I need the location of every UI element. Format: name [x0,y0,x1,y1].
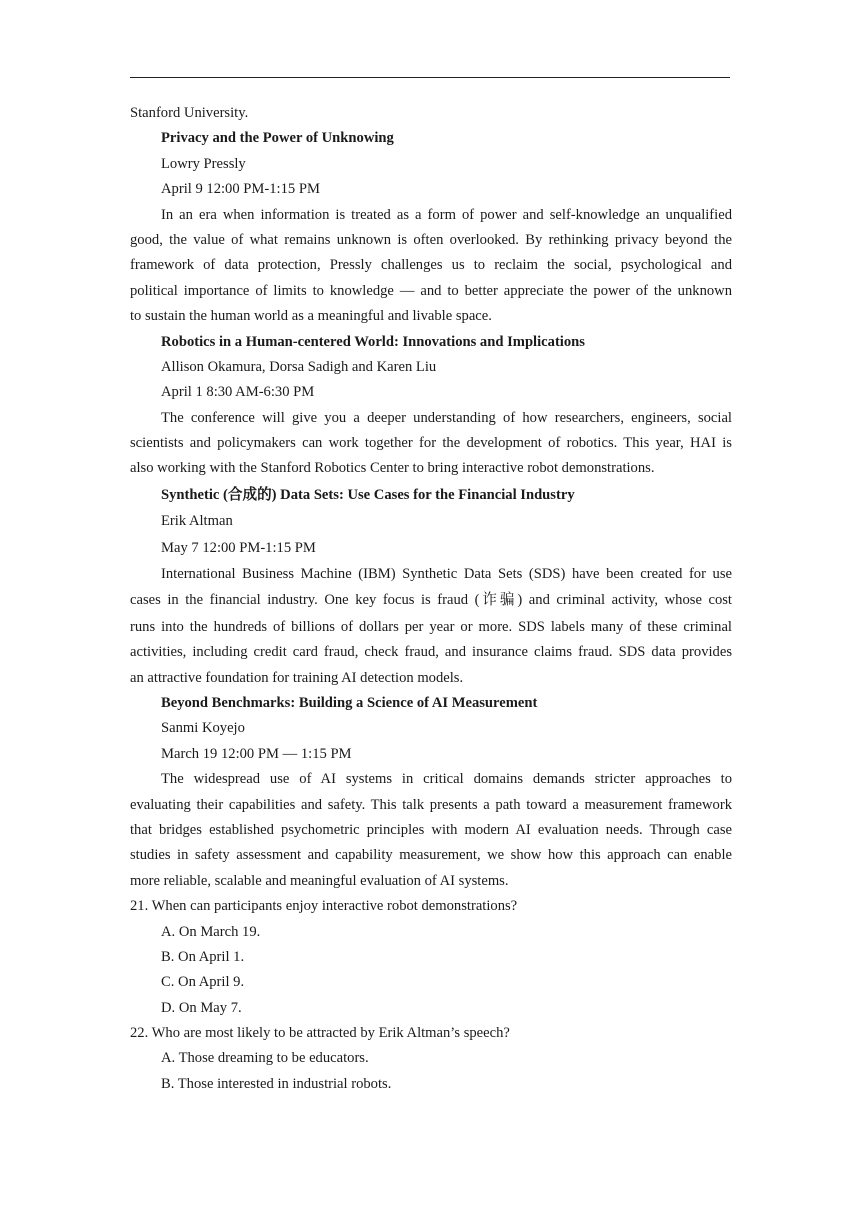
event-description-line: political importance of limits to knowledge — and to better appreciate the power of the unknown [130,282,732,299]
event-title: Privacy and the Power of Unknowing [161,130,394,147]
event-description-line: an attractive foundation for training AI detection models. [130,669,464,686]
event-description-line: scientists and policymakers can work together for the development of robotics. This year, HAI is [130,435,732,452]
answer-option[interactable]: A. On March 19. [161,923,261,940]
event-privacy [130,126,732,329]
event-description-line: The conference will give you a deeper understanding of how researchers, engineers, social [161,409,732,426]
event-synthetic-data [130,483,732,691]
answer-option[interactable]: D. On May 7. [161,999,242,1016]
event-title: Beyond Benchmarks: Building a Science of AI Measurement [161,694,538,711]
event-description-line: also working with the Stanford Robotics Center to bring interactive robot demonstrations. [130,460,655,477]
event-time: May 7 12:00 PM-1:15 PM [161,539,316,556]
event-description-line: good, the value of what remains unknown is often overlooked. By rethinking privacy beyond the [130,231,732,248]
header-rule [130,77,730,78]
event-speaker: Lowry Pressly [161,155,246,172]
event-title: Synthetic (合成的) Data Sets: Use Cases for the Financial Industry [161,486,575,503]
event-title: Robotics in a Human-centered World: Innovations and Implications [161,333,585,350]
event-description-line: framework of data protection, Pressly challenges us to reclaim the social, psychological and [130,257,732,274]
event-time: March 19 12:00 PM — 1:15 PM [161,745,352,762]
answer-option[interactable]: B. Those interested in industrial robots. [161,1075,392,1092]
event-description-line: evaluating their capabilities and safety. This talk presents a path toward a measurement framework [130,796,732,813]
event-description-line: runs into the hundreds of billions of dollars per year or more. SDS labels many of these criminal [130,618,732,635]
event-speaker: Sanmi Koyejo [161,720,245,737]
question-22 [130,1021,732,1097]
event-description-line: studies in safety assessment and capability measurement, we show how this approach can enable [130,847,732,864]
question-stem: 22. Who are most likely to be attracted by Erik Altman’s speech? [130,1025,510,1042]
event-benchmarks [130,691,732,894]
event-time: April 9 12:00 PM-1:15 PM [161,181,320,198]
answer-option[interactable]: C. On April 9. [161,974,245,991]
event-description-line: International Business Machine (IBM) Synthetic Data Sets (SDS) have been created for use [161,566,732,583]
question-stem: 21. When can participants enjoy interactive robot demonstrations? [130,898,518,915]
event-description-line: more reliable, scalable and meaningful evaluation of AI systems. [130,872,509,889]
event-speaker: Erik Altman [161,513,233,530]
event-description-line: cases in the financial industry. One key focus is fraud (诈骗) and criminal activity, whose cost [130,592,732,609]
event-description-line: The widespread use of AI systems in critical domains demands stricter approaches to [161,771,732,788]
event-description-line: activities, including credit card fraud, check fraud, and insurance claims fraud. SDS data provides [130,644,732,661]
answer-option[interactable]: B. On April 1. [161,948,245,965]
question-21 [130,894,732,1021]
document-body [130,101,732,1097]
event-time: April 1 8:30 AM-6:30 PM [161,384,315,401]
event-description-line: In an era when information is treated as a form of power and self-knowledge an unqualified [161,206,732,223]
answer-option[interactable]: A. Those dreaming to be educators. [161,1050,369,1067]
event-speaker: Allison Okamura, Dorsa Sadigh and Karen Liu [161,358,437,375]
event-robotics [130,330,732,482]
event-description-line: that bridges established psychometric principles with modern AI evaluation needs. Through case [130,821,732,838]
event-description-line: to sustain the human world as a meaningful and livable space. [130,308,492,325]
continuation-text: Stanford University. [130,105,249,121]
